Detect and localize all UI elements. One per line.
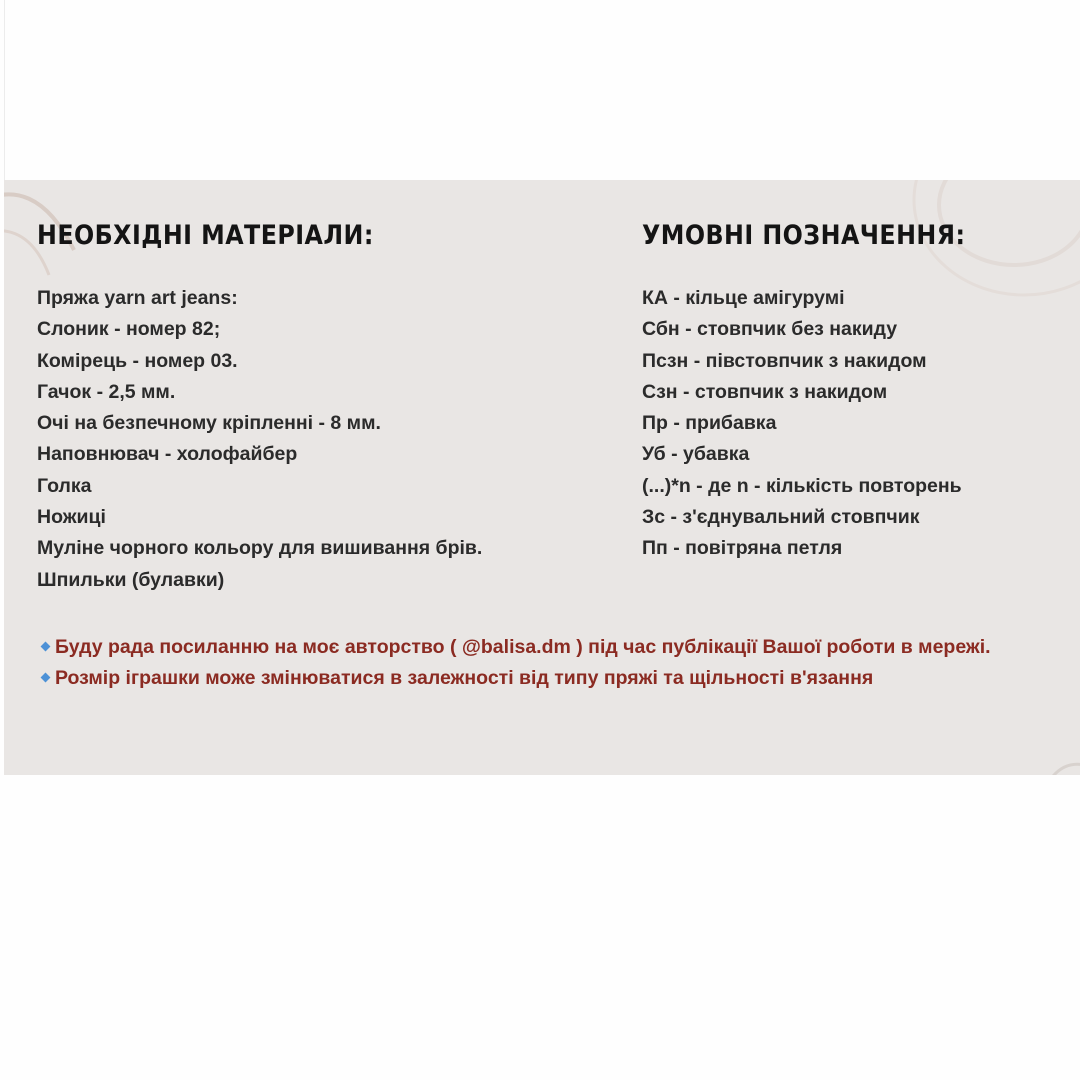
- legend-heading: УМОВНІ ПОЗНАЧЕННЯ:: [642, 220, 966, 251]
- list-item: Пр - прибавка: [642, 412, 777, 435]
- list-item: Слоник - номер 82;: [37, 318, 221, 341]
- list-item: (...)*n - де n - кількість повторень: [642, 474, 962, 497]
- list-item: Сбн - стовпчик без накиду: [642, 318, 898, 341]
- list-item: Пряжа yarn art jeans:: [37, 287, 238, 309]
- materials-panel: [4, 180, 1080, 775]
- notes: [39, 632, 1069, 694]
- list-item: Очі на безпечному кріпленні - 8 мм.: [37, 412, 381, 435]
- list-item: КА - кільце амігурумі: [642, 287, 845, 309]
- list-item: Ножиці: [37, 506, 106, 529]
- materials-heading: НЕОБХІДНІ МАТЕРІАЛИ:: [37, 220, 374, 251]
- left-edge-line: [4, 0, 5, 180]
- list-item: Пп - повітряна петля: [642, 537, 843, 560]
- list-item: Шпильки (булавки): [37, 568, 225, 591]
- note-credit-text: Буду рада посиланню на моє авторство ( @balisa.dm ) під час публікації Вашої роботи в мережі.: [55, 636, 991, 658]
- legend-list: [642, 283, 962, 565]
- diamond-icon: [41, 672, 51, 682]
- list-item: Голка: [37, 474, 92, 497]
- diamond-icon: [41, 641, 51, 651]
- note-size: [39, 663, 1069, 694]
- list-item: Муліне чорного кольору для вишивання брів.: [37, 537, 483, 560]
- materials-list: [37, 283, 482, 596]
- list-item: Гачок - 2,5 мм.: [37, 380, 176, 403]
- list-item: Комірець - номер 03.: [37, 349, 238, 372]
- list-item: Уб - убавка: [642, 443, 750, 466]
- arc-bottom-right: [1044, 764, 1080, 775]
- list-item: Зс - з'єднувальний стовпчик: [642, 506, 920, 529]
- list-item: Наповнювач - холофайбер: [37, 443, 298, 466]
- note-credit: [39, 632, 1069, 663]
- note-size-text: Розмір іграшки може змінюватися в залежності від типу пряжі та щільності в'язання: [55, 667, 874, 689]
- list-item: Псзн - півстовпчик з накидом: [642, 349, 927, 372]
- list-item: Сзн - стовпчик з накидом: [642, 380, 888, 403]
